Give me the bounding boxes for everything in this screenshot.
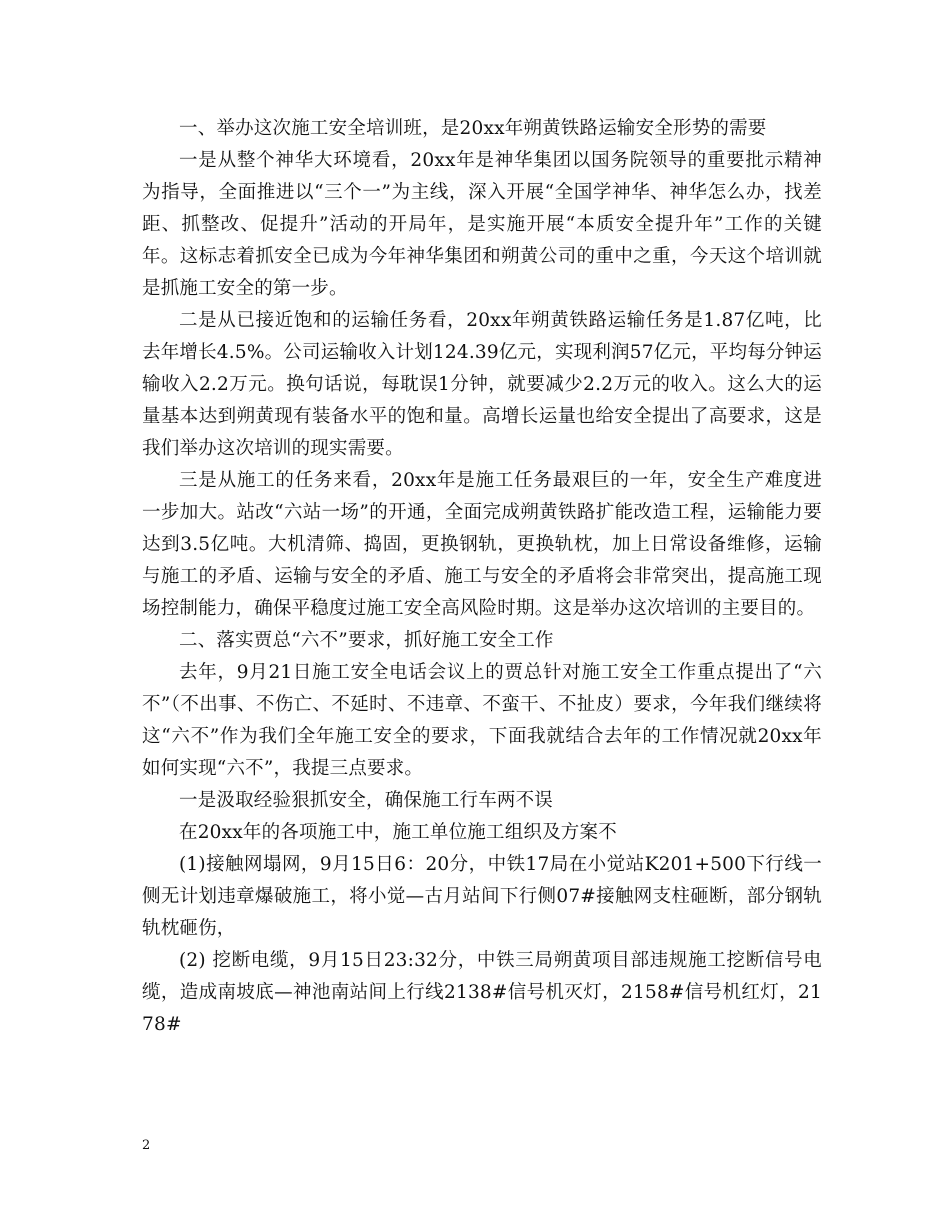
- paragraph-8: (2) 挖断电缆，9月15日23:32分，中铁三局朔黄项目部违规施工挖断信号电缆，造成南坡底—神池南站间上行线2138#信号机灭灯，2158#信号机红灯，2178#: [142, 950, 822, 1035]
- paragraph-1: 一是从整个神华大环境看，20xx年是神华集团以国务院领导的重要批示精神为指导，全面推进以“三个一”为主线，深入开展“全国学神华、神华怎么办，找差距、抓整改、促提升”活动的开局年，是实施开展“本质安全提升年”工作的关键年。这标志着抓安全已成为今年神华集团和朔黄公司的重中之重，今天这个培训就是抓施工安全的第一步。: [142, 150, 822, 299]
- paragraph-7: (1)接触网塌网，9月15日6：20分，中铁17局在小觉站K201+500下行线一侧无计划违章爆破施工，将小觉—古月站间下行侧07#接触网支柱砸断，部分钢轨轨枕砸伤，: [142, 854, 822, 939]
- paragraph-4: 去年，9月21日施工安全电话会议上的贾总针对施工安全工作重点提出了“六不”（不出事、不伤亡、不延时、不违章、不蛮干、不扯皮）要求，今年我们继续将这“六不”作为我们全年施工安全的要求，下面我就结合去年的工作情况就20xx年如何实现“六不”，我提三点要求。: [142, 662, 822, 779]
- section-heading-1: 一、举办这次施工安全培训班，是20xx年朔黄铁路运输安全形势的需要: [179, 118, 767, 139]
- paragraph-6: 在20xx年的各项施工中，施工单位施工组织及方案不: [179, 822, 617, 843]
- section-heading-2: 二、落实贾总“六不”要求，抓好施工安全工作: [179, 630, 554, 651]
- paragraph-3: 三是从施工的任务来看，20xx年是施工任务最艰巨的一年，安全生产难度进一步加大。站改“六站一场”的开通，全面完成朔黄铁路扩能改造工程，运输能力要达到3.5亿吨。大机清筛、捣固，更换钢轨，更换轨枕，加上日常设备维修，运输与施工的矛盾、运输与安全的矛盾、施工与安全的矛盾将会非常突出，提高施工现场控制能力，确保平稳度过施工安全高风险时期。这是举办这次培训的主要目的。: [142, 470, 822, 619]
- paragraph-5: 一是汲取经验狠抓安全，确保施工行车两不误: [179, 790, 554, 811]
- document-body: [142, 113, 822, 1041]
- page-number: 2: [142, 1138, 151, 1153]
- paragraph-2: 二是从已接近饱和的运输任务看，20xx年朔黄铁路运输任务是1.87亿吨，比去年增长4.5%。公司运输收入计划124.39亿元，实现利润57亿元，平均每分钟运输收入2.2万元。换句话说，每耽误1分钟，就要减少2.2万元的收入。这么大的运量基本达到朔黄现有装备水平的饱和量。高增长运量也给安全提出了高要求，这是我们举办这次培训的现实需要。: [142, 310, 822, 459]
